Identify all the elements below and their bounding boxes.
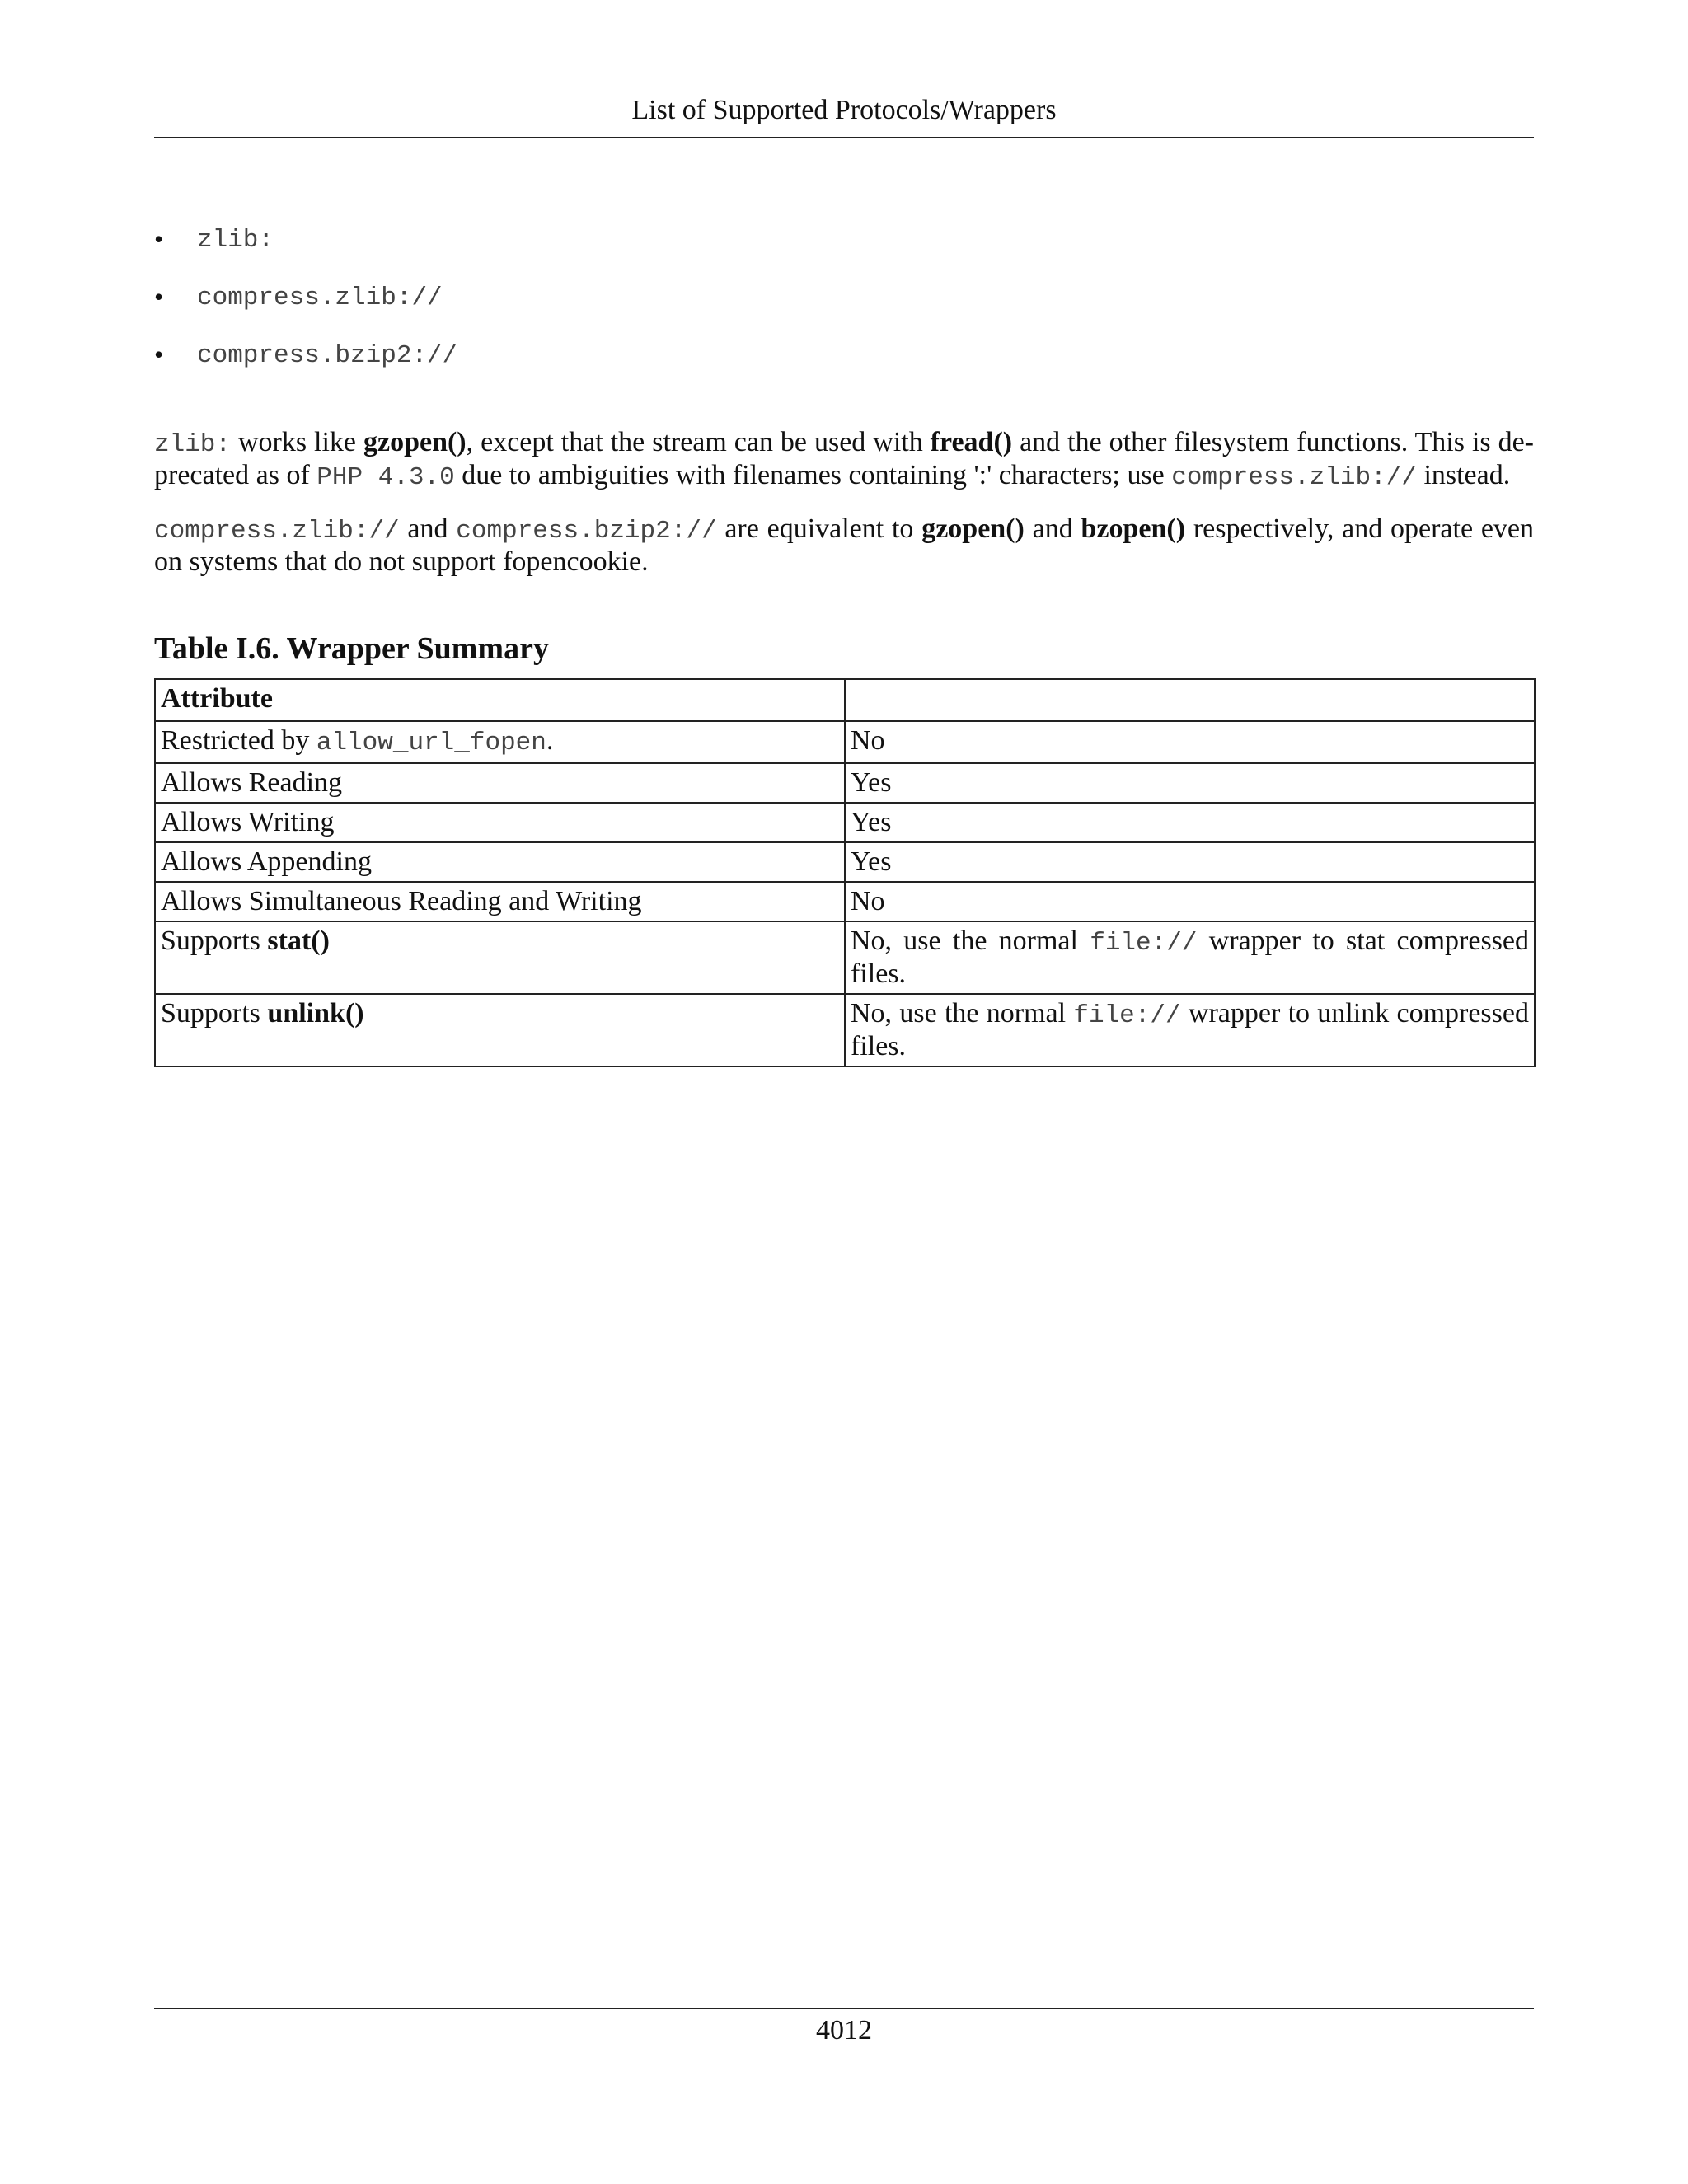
list-item-code: zlib:	[197, 226, 274, 255]
function-name: gzopen()	[921, 513, 1025, 544]
text-run: and	[1024, 513, 1081, 544]
table-row	[155, 882, 1535, 921]
inline-code: PHP 4.3.0	[316, 463, 455, 492]
table-title: Table I.6. Wrapper Summary	[154, 631, 549, 666]
bullet-icon: •	[154, 340, 164, 369]
table-row	[155, 763, 1535, 803]
text-run: No, use the normal	[851, 998, 1074, 1029]
text-run: due to ambiguities with filenames containing ':' characters; use	[454, 460, 1172, 490]
text-run: , except that the stream can be used with	[466, 427, 931, 457]
table-header-cell: Attribute	[155, 679, 845, 721]
table-row	[155, 994, 1535, 1066]
attribute-cell	[155, 721, 845, 763]
value-cell	[845, 994, 1535, 1066]
inline-code: compress.zlib://	[154, 517, 400, 546]
attribute-cell	[155, 994, 845, 1066]
text-run: respectively, and operate even on systems that do not support fopencookie.	[154, 513, 1535, 577]
attribute-cell: Allows Reading	[155, 763, 845, 803]
table-header-cell	[845, 679, 1535, 721]
list-item-code: compress.zlib://	[197, 284, 443, 312]
function-name: fread()	[930, 427, 1013, 457]
attribute-cell: Allows Writing	[155, 803, 845, 842]
text-run: wrapper to unlink compressed files.	[851, 998, 1529, 1062]
text-run: instead.	[1416, 460, 1511, 490]
function-name: gzopen()	[363, 427, 467, 457]
inline-code: file://	[1090, 929, 1198, 958]
value-cell: No	[845, 882, 1535, 921]
table-row	[155, 803, 1535, 842]
header-divider	[154, 137, 1534, 138]
attribute-cell: Allows Simultaneous Reading and Writing	[155, 882, 845, 921]
table-header-row	[155, 679, 1535, 721]
value-cell	[845, 921, 1535, 994]
text-run: are equivalent to	[716, 513, 922, 544]
value-cell: Yes	[845, 803, 1535, 842]
value-cell: No	[845, 721, 1535, 763]
wrapper-summary-table	[154, 678, 1536, 1067]
text-run: and	[399, 513, 457, 544]
inline-code: compress.bzip2://	[456, 517, 717, 546]
table-row	[155, 842, 1535, 882]
inline-code: file://	[1073, 1001, 1181, 1030]
page-number: 4012	[816, 2015, 872, 2046]
protocol-list	[154, 223, 1534, 396]
zlib-description-paragraph	[154, 427, 1534, 493]
inline-code: allow_url_fopen	[316, 729, 546, 757]
function-name: stat()	[267, 926, 330, 956]
text-run: works like	[231, 427, 363, 457]
text-run: and the other filesystem functions. This is de-precated as of	[154, 427, 1534, 490]
inline-code: compress.zlib://	[1171, 463, 1417, 492]
table-row	[155, 721, 1535, 763]
text-run: Supports	[161, 998, 268, 1029]
function-name: unlink()	[267, 998, 364, 1029]
value-cell: Yes	[845, 763, 1535, 803]
list-item	[154, 223, 1534, 280]
running-header: List of Supported Protocols/Wrappers	[631, 95, 1057, 125]
inline-code: zlib:	[154, 430, 232, 459]
footer-divider	[154, 2008, 1534, 2009]
list-item	[154, 338, 1534, 396]
bullet-icon: •	[154, 282, 164, 312]
attribute-cell	[155, 921, 845, 994]
bullet-icon: •	[154, 224, 164, 254]
list-item-code: compress.bzip2://	[197, 341, 458, 370]
function-name: bzopen()	[1081, 513, 1186, 544]
attribute-cell: Allows Appending	[155, 842, 845, 882]
text-run: Restricted by	[161, 725, 316, 756]
text-run: No, use the normal	[851, 926, 1090, 956]
text-run: .	[546, 725, 554, 756]
compress-description-paragraph	[154, 513, 1534, 577]
table-row	[155, 921, 1535, 994]
text-run: Supports	[161, 926, 268, 956]
text-run: wrapper to stat compressed files.	[851, 926, 1529, 989]
value-cell: Yes	[845, 842, 1535, 882]
list-item	[154, 280, 1534, 338]
